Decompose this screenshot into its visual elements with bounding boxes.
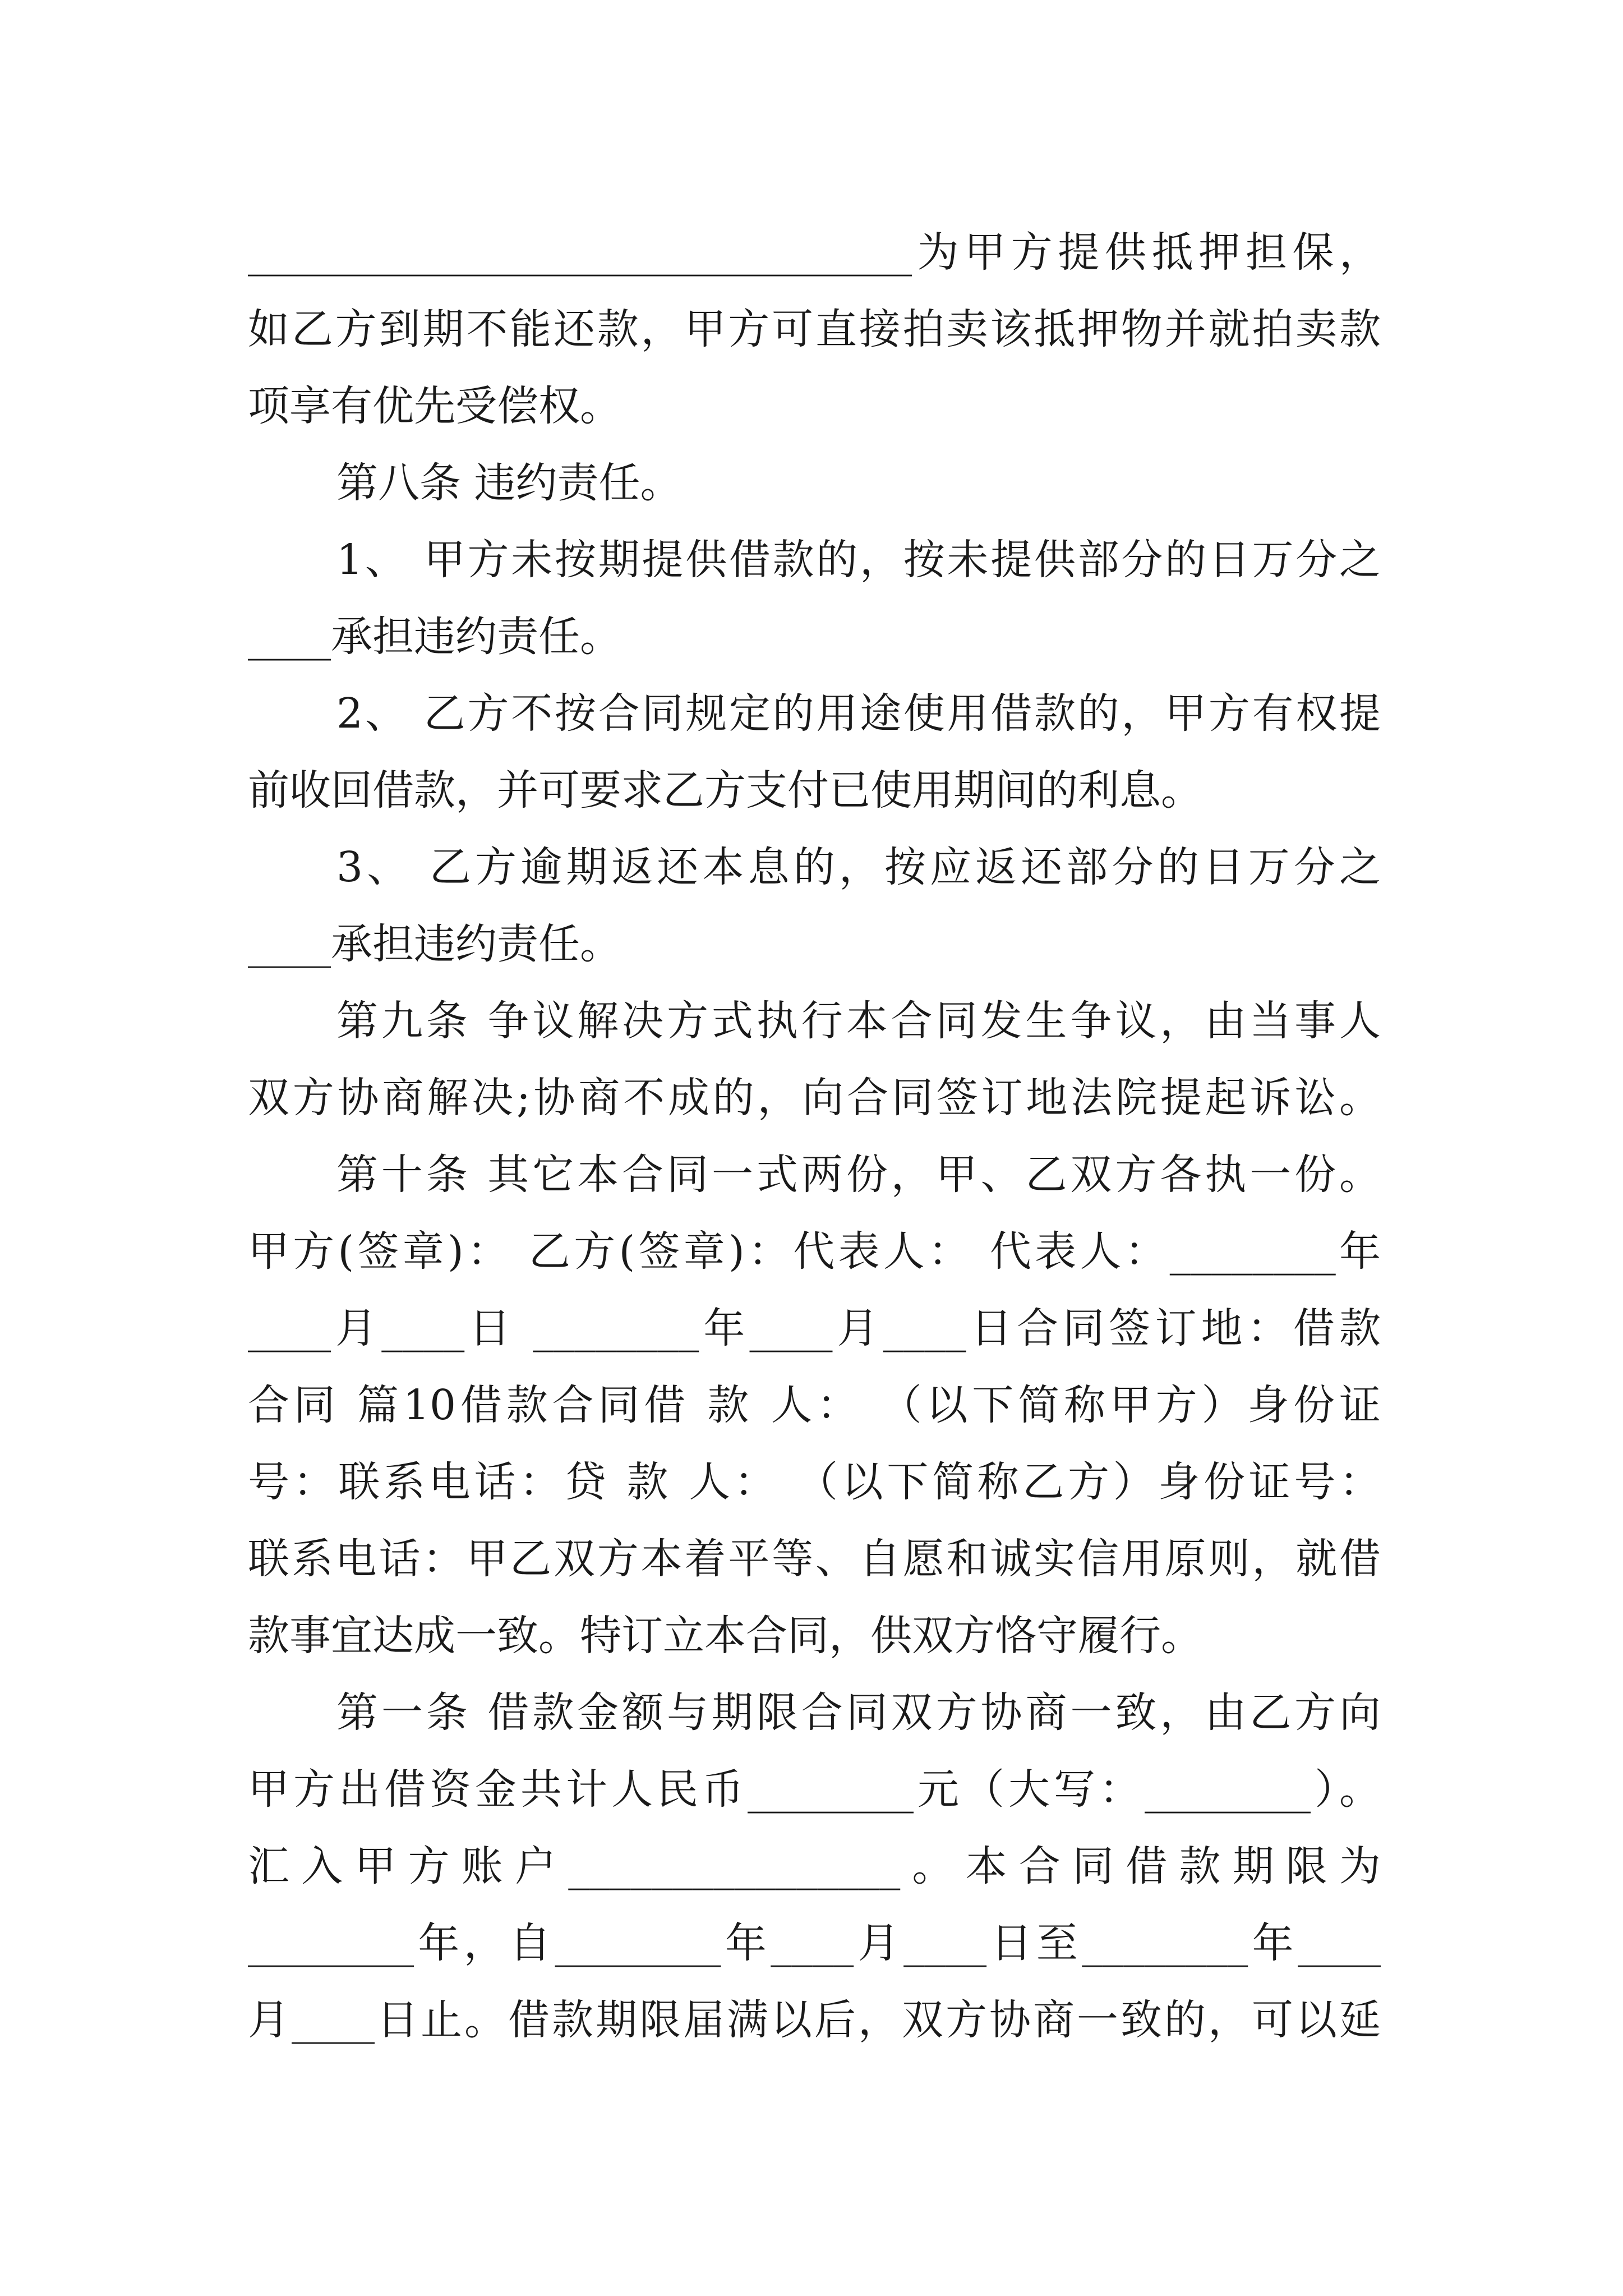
text-line: 双方协商解决;协商不成的，向合同签订地法院提起诉讼。	[248, 1074, 1381, 1122]
section-heading: 第八条 违约责任。	[336, 459, 682, 507]
text-line: 号：联系电话：贷 款 人： （以下简称乙方）身份证号：	[248, 1458, 1381, 1506]
section-heading: 第十条 其它本合同一式两份，甲、乙双方各执一份。	[336, 1151, 1381, 1199]
text-line: ________年，自________年____月____日至________年____	[248, 1919, 1381, 1967]
text-line: 汇入甲方账户________________。本合同借款期限为	[248, 1842, 1381, 1890]
text-line: 2、 乙方不按合同规定的用途使用借款的，甲方有权提	[336, 689, 1381, 738]
text-line: 联系电话：甲乙双方本着平等、自愿和诚实信用原则，就借	[248, 1535, 1381, 1583]
text-line: ____月____日 ________年____月____日合同签订地：借款	[248, 1304, 1381, 1352]
text-line: 款事宜达成一致。特订立本合同，供双方恪守履行。	[248, 1612, 1202, 1660]
text-line: 甲方(签章)： 乙方(签章)：代表人： 代表人：________年	[248, 1227, 1381, 1276]
text-line: 1、 甲方未按期提供借款的，按未提供部分的日万分之	[336, 536, 1381, 584]
text-line: 如乙方到期不能还款，甲方可直接拍卖该抵押物并就拍卖款	[248, 305, 1381, 353]
text-line: ____承担违约责任。	[248, 920, 621, 968]
document-body	[248, 214, 1381, 2059]
section-heading: 第九条 争议解决方式执行本合同发生争议，由当事人	[336, 997, 1381, 1045]
text-line: 甲方出借资金共计人民币________元（大写：________）。	[248, 1765, 1381, 1814]
text-line: ____承担违约责任。	[248, 613, 621, 661]
text-line: ________________________________为甲方提供抵押担保，	[248, 228, 1381, 277]
text-line: 项享有优先受偿权。	[248, 382, 621, 430]
text-line: 3、 乙方逾期返还本息的，按应返还部分的日万分之	[336, 843, 1381, 891]
text-line: 合同 篇10借款合同借 款 人： （以下简称甲方）身份证	[248, 1381, 1381, 1429]
text-line: 月____日止。借款期限届满以后，双方协商一致的，可以延	[248, 1996, 1381, 2044]
section-heading: 第一条 借款金额与期限合同双方协商一致，由乙方向	[336, 1688, 1381, 1737]
text-line: 前收回借款，并可要求乙方支付已使用期间的利息。	[248, 766, 1202, 815]
